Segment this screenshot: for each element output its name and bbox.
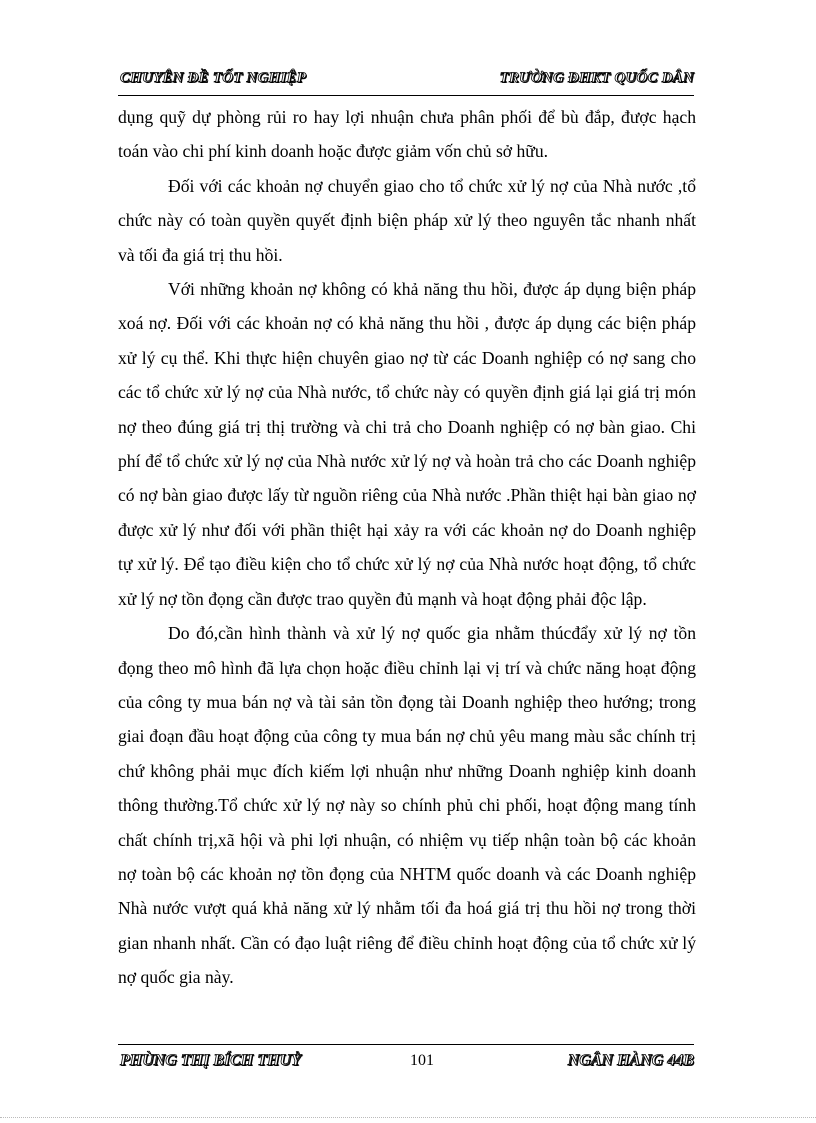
header-left-title: CHUYÊN ĐỀ TỐT NGHIỆP <box>120 70 307 86</box>
footer-class: NGÂN HÀNG 44B <box>567 1052 694 1069</box>
paragraph-3: Với những khoản nợ không có khả năng thu hồi, được áp dụng biện pháp xoá nợ. Đối với các khoản nợ có khả năng thu hồi , được áp dụng các biện pháp xử lý cụ thể. Khi thực hiện chuyên giao nợ từ các Doanh nghiệp có nợ sang cho các tổ chức xử lý nợ của Nhà nước, tổ chức này có quyền định giá lại giá trị món nợ theo đúng giá trị thị trường và chi trả cho Doanh nghiệp có nợ bàn giao. Chi phí để tổ chức xử lý nợ của Nhà nước xử lý nợ và hoàn trả cho các Doanh nghiệp có nợ bàn giao được lấy từ nguồn riêng của Nhà nước .Phần thiệt hại bàn giao nợ được xử lý như đối với phần thiệt hại xảy ra với các khoản nợ do Doanh nghiệp tự xử lý. Để tạo điều kiện cho tổ chức xử lý nợ của Nhà nước hoạt động, tổ chức xử lý nợ tồn đọng cần được trao quyền đủ mạnh và hoạt động phải độc lập. <box>118 279 696 609</box>
document-body <box>118 100 696 995</box>
page-footer <box>120 1052 694 1076</box>
page-number: 101 <box>410 1052 434 1069</box>
paragraph-1: dụng quỹ dự phòng rủi ro hay lợi nhuận chưa phân phối để bù đắp, được hạch toán vào chi phí kinh doanh hoặc được giảm vốn chủ sở hữu. <box>118 107 696 162</box>
paragraph-2: Đối với các khoản nợ chuyển giao cho tổ chức xử lý nợ của Nhà nước ,tổ chức này có toàn quyền quyết định biện pháp xử lý theo nguyên tắc nhanh nhất và tối đa giá trị thu hồi. <box>118 175 696 265</box>
page-bottom-border <box>0 1117 816 1118</box>
footer-author: PHÙNG THỊ BÍCH THUỶ <box>120 1052 301 1069</box>
footer-divider <box>118 1044 694 1045</box>
header-divider <box>118 95 694 96</box>
header-right-title: TRƯỜNG ĐHKT QUỐC DÂN <box>499 70 694 86</box>
paragraph-4: Do đó,cần hình thành và xử lý nợ quốc gia nhằm thúcđẩy xử lý nợ tồn đọng theo mô hình đã lựa chọn hoặc điều chỉnh lại vị trí và chức năng hoạt động của công ty mua bán nợ và tài sản tồn đọng tài Doanh nghiệp theo hướng; trong giai đoạn đầu hoạt động của công ty mua bán nợ chủ yêu mang màu sắc chính trị chứ không phải mục đích kiếm lợi nhuận như những Doanh nghiệp kinh doanh thông thường.Tổ chức xử lý nợ này so chính phủ chi phối, hoạt động mang tính chất chính trị,xã hội và phi lợi nhuận, có nhiệm vụ tiếp nhận toàn bộ các khoản nợ toàn bộ các khoản nợ tồn đọng của NHTM quốc doanh và các Doanh nghiệp Nhà nước vượt quá khả năng xử lý nhằm tối đa hoá giá trị thu hồi nợ trong thời gian nhanh nhất. Cần có đạo luật riêng để điều chỉnh hoạt động của tổ chức xử lý nợ quốc gia này. <box>118 623 696 988</box>
page-header <box>120 70 694 92</box>
